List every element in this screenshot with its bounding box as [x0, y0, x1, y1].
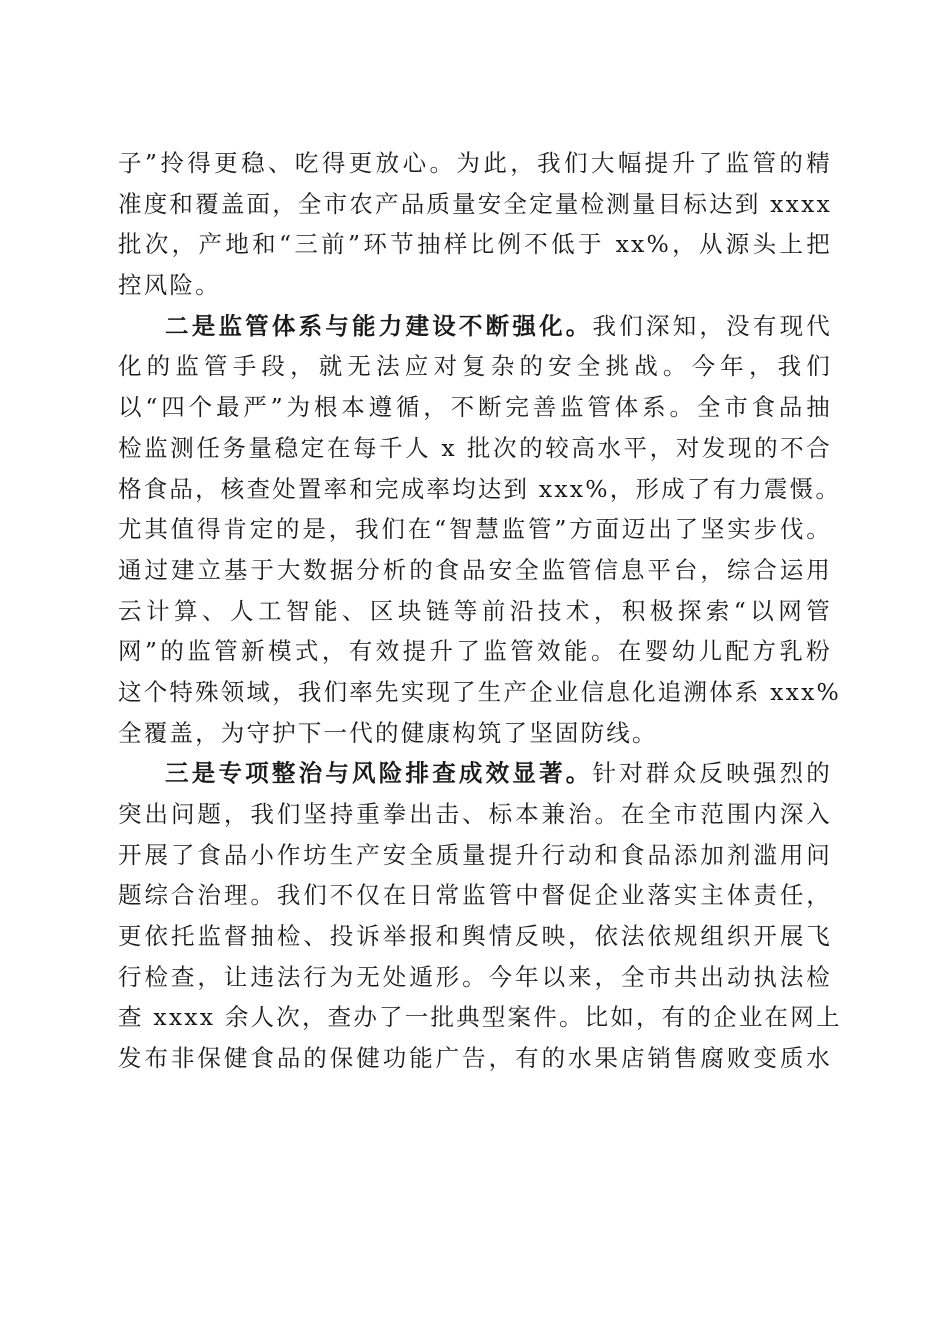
text-line: 网”的监管新模式，有效提升了监管效能。在婴幼儿配方乳粉	[118, 637, 832, 666]
paragraph-text: 我们深知，没有现代	[592, 311, 832, 340]
text-line: 子”拎得更稳、吃得更放心。为此，我们大幅提升了监管的精	[118, 149, 832, 177]
text-line: 开展了食品小作坊生产安全质量提升行动和食品添加剂滥用问	[118, 840, 832, 869]
paragraph-text: 针对群众反映强烈的	[592, 759, 832, 788]
text-line: 控风险。	[118, 271, 221, 300]
document-body	[118, 143, 842, 1079]
paragraph-supervision-system	[118, 306, 842, 754]
text-line: 通过建立基于大数据分析的食品安全监管信息平台，综合运用	[118, 555, 832, 584]
paragraph-continuation	[118, 143, 832, 306]
text-line: 查 xxxx 余人次，查办了一批典型案件。比如，有的企业在网上	[118, 1003, 842, 1032]
text-line: 准度和覆盖面，全市农产品质量安全定量检测量目标达到 xxxx	[118, 189, 832, 218]
text-line: 以“四个最严”为根本遵循，不断完善监管体系。全市食品抽	[118, 393, 832, 422]
text-line: 这个特殊领域，我们率先实现了生产企业信息化追溯体系 xxx%	[118, 677, 842, 706]
text-line: 尤其值得肯定的是，我们在“智慧监管”方面迈出了坚实步伐。	[118, 515, 832, 544]
paragraph-heading: 三是专项整治与风险排查成效显著。	[165, 759, 593, 788]
text-line: 发布非保健食品的保健功能广告，有的水果店销售腐败变质水	[118, 1044, 832, 1073]
text-line: 云计算、人工智能、区块链等前沿技术，积极探索“以网管	[118, 596, 832, 625]
text-line: 全覆盖，为守护下一代的健康构筑了坚固防线。	[118, 718, 658, 747]
text-line: 化的监管手段，就无法应对复杂的安全挑战。今年，我们	[118, 352, 832, 381]
paragraph-heading: 二是监管体系与能力建设不断强化。	[165, 311, 593, 340]
text-line: 格食品，核查处置率和完成率均达到 xxx%，形成了有力震慑。	[118, 474, 842, 503]
text-line-first	[118, 306, 832, 347]
text-line: 批次，产地和“三前”环节抽样比例不低于 xx%，从源头上把	[118, 230, 832, 259]
text-line-first	[118, 753, 832, 794]
text-line: 行检查，让违法行为无处遁形。今年以来，全市共出动执法检	[118, 962, 832, 991]
text-line: 检监测任务量稳定在每千人 x 批次的较高水平，对发现的不合	[118, 433, 832, 462]
text-line: 突出问题，我们坚持重拳出击、标本兼治。在全市范围内深入	[118, 800, 832, 828]
text-line: 更依托监督抽检、投诉举报和舆情反映，依法依规组织开展飞	[118, 922, 832, 951]
paragraph-special-rectification	[118, 753, 842, 1079]
text-line: 题综合治理。我们不仅在日常监管中督促企业落实主体责任，	[118, 881, 832, 910]
